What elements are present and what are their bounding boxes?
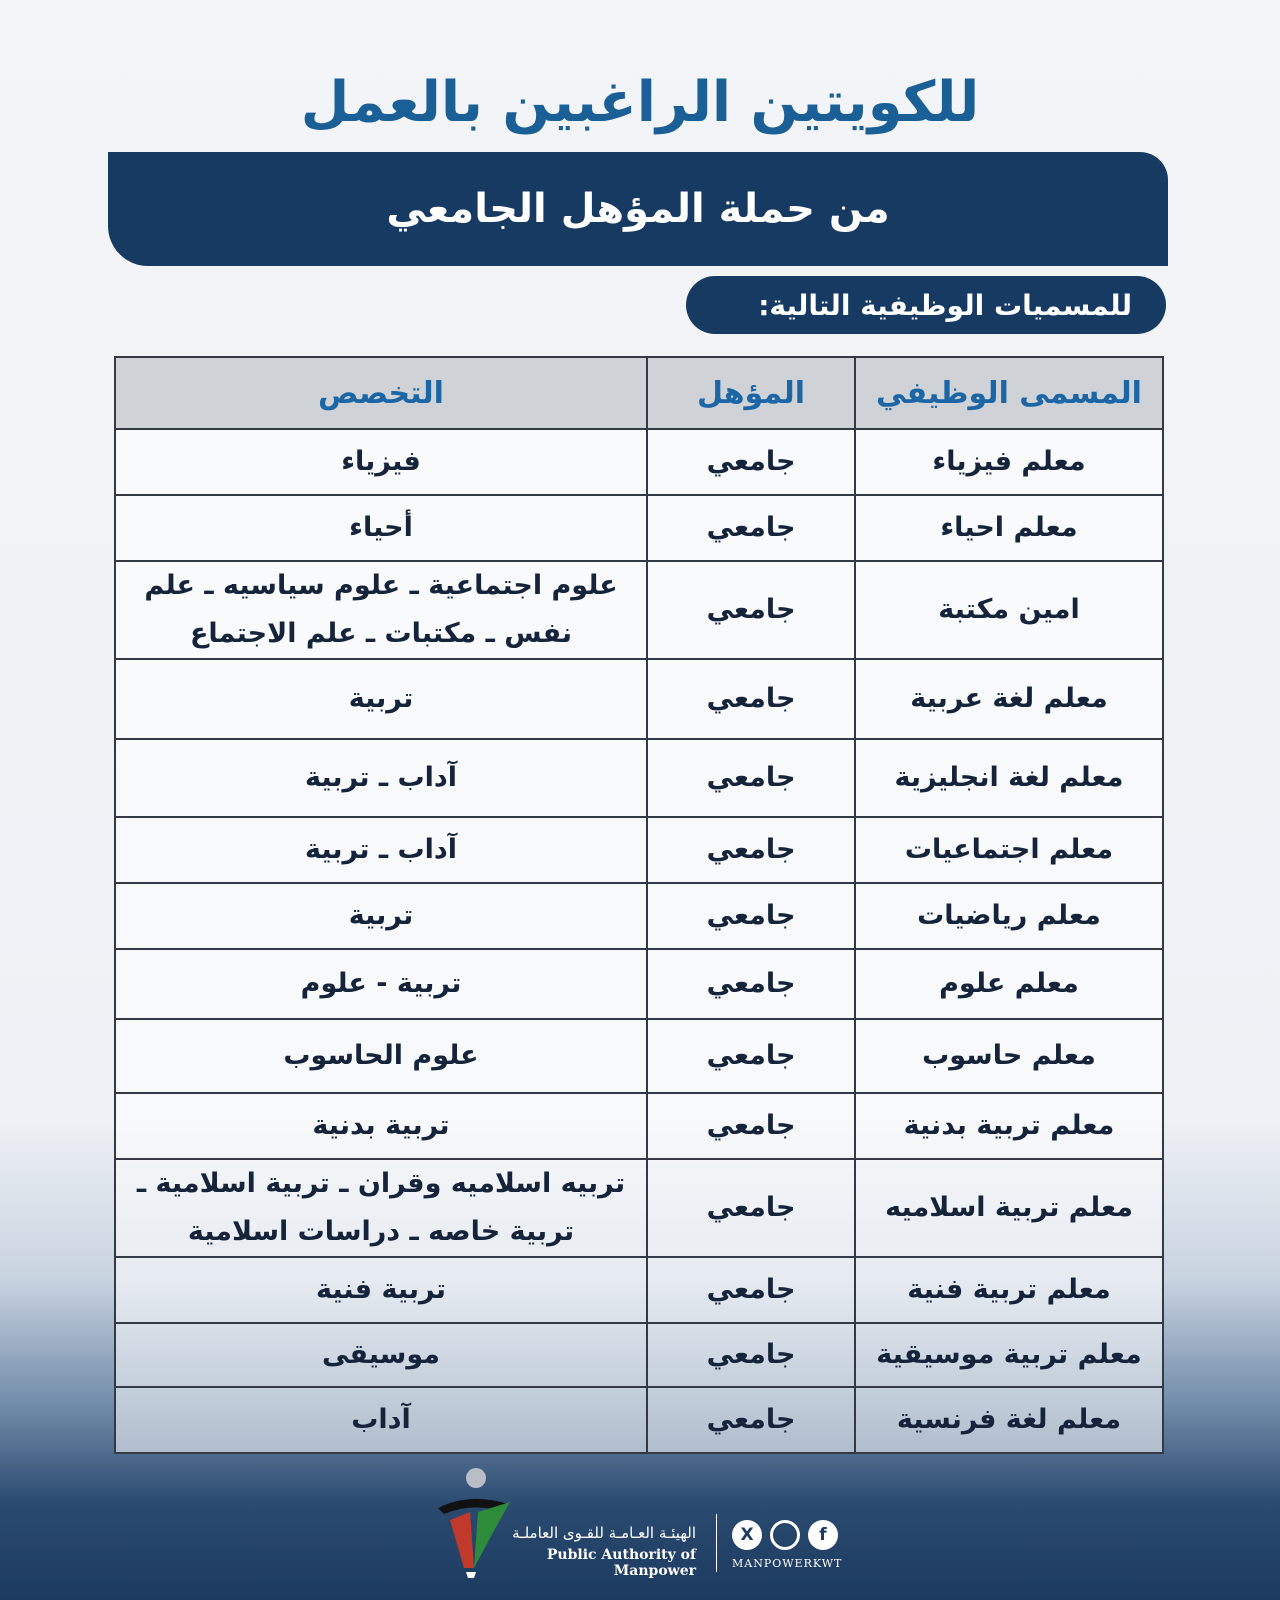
header-job-title: المسمى الوظيفي — [855, 357, 1163, 429]
cell-specialization: علوم اجتماعية ـ علوم سياسيه ـ علم نفس ـ مكتبات ـ علم الاجتماع — [115, 561, 647, 659]
cell-specialization: تربية - علوم — [115, 949, 647, 1019]
cell-qualification: جامعي — [647, 495, 855, 561]
cell-qualification: جامعي — [647, 1159, 855, 1257]
cell-job-title: امين مكتبة — [855, 561, 1163, 659]
cell-qualification: جامعي — [647, 1257, 855, 1323]
jobs-table — [114, 356, 1164, 1454]
table-row — [115, 817, 1163, 883]
cell-qualification: جامعي — [647, 1323, 855, 1387]
table-row — [115, 1323, 1163, 1387]
social-links — [732, 1520, 838, 1550]
table-row — [115, 1257, 1163, 1323]
cell-job-title: معلم رياضيات — [855, 883, 1163, 949]
table-row — [115, 739, 1163, 817]
table-row — [115, 883, 1163, 949]
instagram-icon[interactable] — [770, 1520, 800, 1550]
table-row — [115, 1093, 1163, 1159]
cell-job-title: معلم احياء — [855, 495, 1163, 561]
cell-specialization: آداب ـ تربية — [115, 739, 647, 817]
cell-specialization: آداب ـ تربية — [115, 817, 647, 883]
cell-qualification: جامعي — [647, 949, 855, 1019]
cell-specialization: موسيقى — [115, 1323, 647, 1387]
cell-specialization: تربيه اسلاميه وقران ـ تربية اسلامية ـ تربية خاصه ـ دراسات اسلامية — [115, 1159, 647, 1257]
subtitle-pill-text: للمسميات الوظيفية التالية: — [758, 288, 1132, 322]
cell-qualification: جامعي — [647, 817, 855, 883]
cell-specialization: تربية بدنية — [115, 1093, 647, 1159]
cell-job-title: معلم اجتماعيات — [855, 817, 1163, 883]
cell-specialization: تربية — [115, 659, 647, 739]
main-title: للكويتين الراغبين بالعمل — [300, 70, 980, 135]
cell-job-title: معلم فيزياء — [855, 429, 1163, 495]
table-row — [115, 1019, 1163, 1093]
table-row — [115, 949, 1163, 1019]
cell-job-title: معلم تربية بدنية — [855, 1093, 1163, 1159]
table-row — [115, 429, 1163, 495]
cell-qualification: جامعي — [647, 659, 855, 739]
table-header-row — [115, 357, 1163, 429]
subtitle-pill — [686, 276, 1166, 334]
cell-job-title: معلم تربية اسلاميه — [855, 1159, 1163, 1257]
footer — [0, 1462, 1280, 1582]
social-handle: MANPOWERKWT — [732, 1557, 843, 1570]
cell-qualification: جامعي — [647, 1387, 855, 1453]
cell-qualification: جامعي — [647, 1093, 855, 1159]
table-row — [115, 1159, 1163, 1257]
x-icon[interactable]: X — [732, 1520, 762, 1550]
banner — [108, 152, 1168, 266]
cell-job-title: معلم علوم — [855, 949, 1163, 1019]
cell-job-title: معلم لغة انجليزية — [855, 739, 1163, 817]
table-row — [115, 1387, 1163, 1453]
cell-specialization: آداب — [115, 1387, 647, 1453]
cell-specialization: فيزياء — [115, 429, 647, 495]
cell-specialization: علوم الحاسوب — [115, 1019, 647, 1093]
cell-specialization: تربية — [115, 883, 647, 949]
footer-divider — [716, 1514, 717, 1572]
org-name-english: Public Authority of Manpower — [546, 1547, 696, 1579]
table-row — [115, 561, 1163, 659]
cell-specialization: تربية فنية — [115, 1257, 647, 1323]
cell-job-title: معلم حاسوب — [855, 1019, 1163, 1093]
table-row — [115, 495, 1163, 561]
header-specialization: التخصص — [115, 357, 647, 429]
cell-job-title: معلم لغة عربية — [855, 659, 1163, 739]
header-qualification: المؤهل — [647, 357, 855, 429]
cell-job-title: معلم تربية موسيقية — [855, 1323, 1163, 1387]
cell-specialization: أحياء — [115, 495, 647, 561]
cell-qualification: جامعي — [647, 1019, 855, 1093]
cell-qualification: جامعي — [647, 883, 855, 949]
cell-qualification: جامعي — [647, 739, 855, 817]
cell-qualification: جامعي — [647, 561, 855, 659]
cell-qualification: جامعي — [647, 429, 855, 495]
facebook-icon[interactable]: f — [808, 1520, 838, 1550]
cell-job-title: معلم لغة فرنسية — [855, 1387, 1163, 1453]
table-row — [115, 659, 1163, 739]
banner-text: من حملة المؤهل الجامعي — [386, 186, 890, 232]
cell-job-title: معلم تربية فنية — [855, 1257, 1163, 1323]
org-name-arabic: الهيئـة العـامـة للقـوى العاملـة — [512, 1524, 696, 1542]
